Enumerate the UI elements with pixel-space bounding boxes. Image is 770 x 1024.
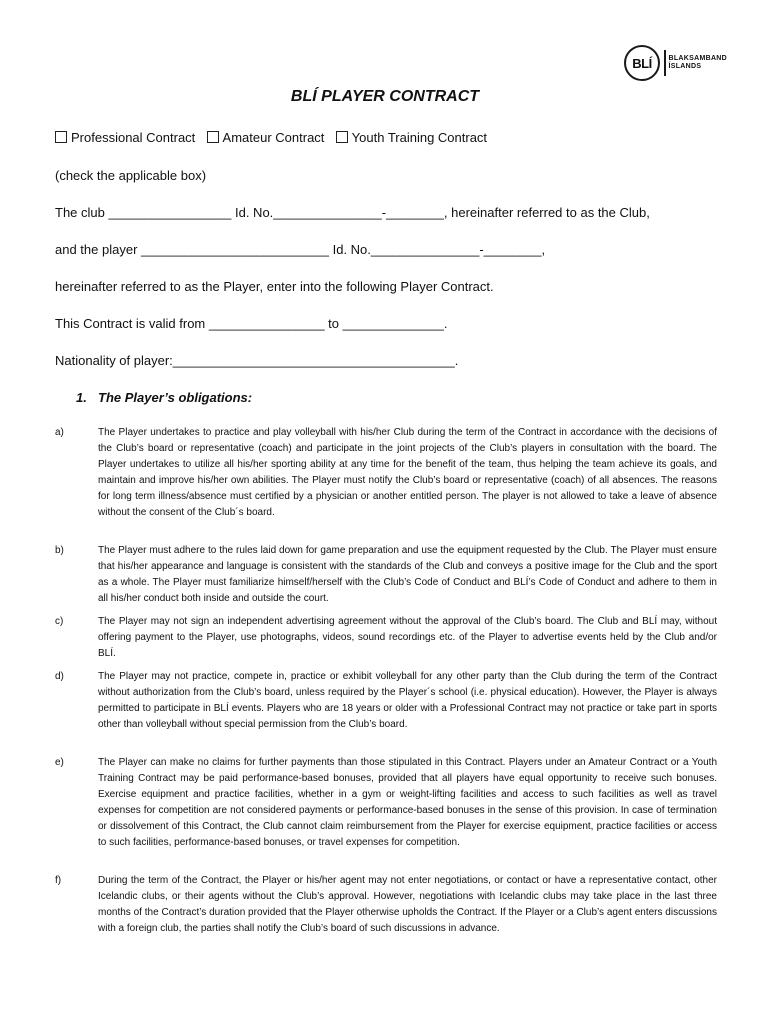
clause-e-mark: e) xyxy=(55,757,64,768)
clause-a xyxy=(55,425,717,521)
clause-f-text: During the term of the Contract, the Player or his/her agent may not enter negotiations, or contact or have a representative contact, other Icelandic clubs, or their agents without the Club’s approval. However, negotiations with Icelandic clubs may take place in the last three months of the Contract’s duration provided that the Player otherwise upholds the Contract. If the Player or a Club’s agent enters discussions with a foreign club, the parties shall notify the Club’s board of such discussions in advance. xyxy=(98,875,717,934)
clause-a-text: The Player undertakes to practice and play volleyball with his/her Club during the term of the Contract in accordance with the decisions of the Club’s board or representative (coach) and participate in the joint projects of the Club’s players in consultation with the board. The Player undertakes to utilize all his/her sporting ability at any time for the benefit of the team, thus helping the team achieve its goals, and maintain and improve his/her own abilities. The Player must notify the Club’s board or representative (coach) of all absences. The reasons for long term illness/absence must certified by a physician or another entitled person. The player is not allowed to take a leave of absence without the consent of the Club´s board. xyxy=(98,427,717,518)
page-title: BLÍ PLAYER CONTRACT xyxy=(290,88,480,105)
contract-type-options xyxy=(55,130,487,145)
clause-e-text: The Player can make no claims for further payments than those stipulated in this Contract. Players under an Amateur Contract or a Youth Training Contract may be paid performance-based bonuses, provided that all players have equal opportunity to receive such bonuses. Exercise equipment and practice facilities, whether in a gym or weight-lifting facilities and access to such facilities as well as travel expenses for competition are not considered payments or performance-based bonuses in the sense of this provision. In case of termination or dissolvement of this Contract, the Club cannot claim reimbursement from the Player for exercise equipment, practice facilities or access to such facilities, performance-based bonuses, or travel expenses for competition. xyxy=(98,757,717,848)
clause-c xyxy=(55,614,717,662)
clause-f xyxy=(55,873,717,937)
clause-e xyxy=(55,755,717,851)
logo-line-1: BLAKSAMBAND xyxy=(668,55,728,62)
player-line: and the player __________________________ Id. No._______________-________, xyxy=(55,242,546,257)
amateur-contract-label: Amateur Contract xyxy=(222,130,325,145)
clause-b-mark: b) xyxy=(55,545,64,556)
nationality-line: Nationality of player:_______________________________________. xyxy=(55,353,459,368)
logo-mark: BLÍ xyxy=(624,45,660,81)
clause-d xyxy=(55,669,717,733)
bli-logo xyxy=(624,45,727,81)
logo-line-2: ÍSLANDS xyxy=(668,63,702,70)
professional-contract-checkbox[interactable] xyxy=(55,131,67,143)
logo-text xyxy=(669,55,728,71)
section-1-number: 1. xyxy=(76,390,87,405)
amateur-contract-checkbox[interactable] xyxy=(207,131,219,143)
logo-divider xyxy=(664,50,666,76)
section-1-title: The Player’s obligations: xyxy=(98,390,253,405)
clause-c-text: The Player may not sign an independent advertising agreement without the approval of the Club’s board. The Club and BLÍ may, without offering payment to the Player, use photographs, videos, sound recordings etc. of the Player to advertise events held by the Club and/or BLÍ. xyxy=(98,616,717,659)
clause-b-text: The Player must adhere to the rules laid down for game preparation and use the equipment requested by the Club. The Player must ensure that his/her appearance and language is consistent with the standards of the Club and conveys a positive image for the Club and the sport as a whole. The Player must familiarize himself/herself with the Club’s Code of Conduct and BLÍ’s Code of Conduct and adhere to them in all his/her conduct both inside and outside the court. xyxy=(98,545,717,604)
youth-training-contract-checkbox[interactable] xyxy=(336,131,348,143)
clause-c-mark: c) xyxy=(55,616,64,627)
clause-a-mark: a) xyxy=(55,427,64,438)
clause-d-mark: d) xyxy=(55,671,64,682)
youth-training-contract-label: Youth Training Contract xyxy=(351,130,488,145)
clause-d-text: The Player may not practice, compete in, practice or exhibit volleyball for any other party than the Club during the term of the Contract without authorization from the Club’s board, unless required by the Player´s school (i.e. physical education). However, the Player is always permitted to participate in BLÍ events. Players who are 18 years or older with a Professional Contract may not practice or take part in sports other than volleyball without special permission from the Club’s board. xyxy=(98,671,717,730)
referred-line: hereinafter referred to as the Player, enter into the following Player Contract. xyxy=(55,279,494,294)
clause-b xyxy=(55,543,717,607)
clause-f-mark: f) xyxy=(55,875,62,886)
valid-line: This Contract is valid from ________________ to ______________. xyxy=(55,316,448,331)
section-1-heading xyxy=(76,390,252,405)
check-note: (check the applicable box) xyxy=(55,168,207,183)
professional-contract-label: Professional Contract xyxy=(71,130,196,145)
club-line: The club _________________ Id. No._______________-________, hereinafter referred to as the Club, xyxy=(55,205,650,220)
